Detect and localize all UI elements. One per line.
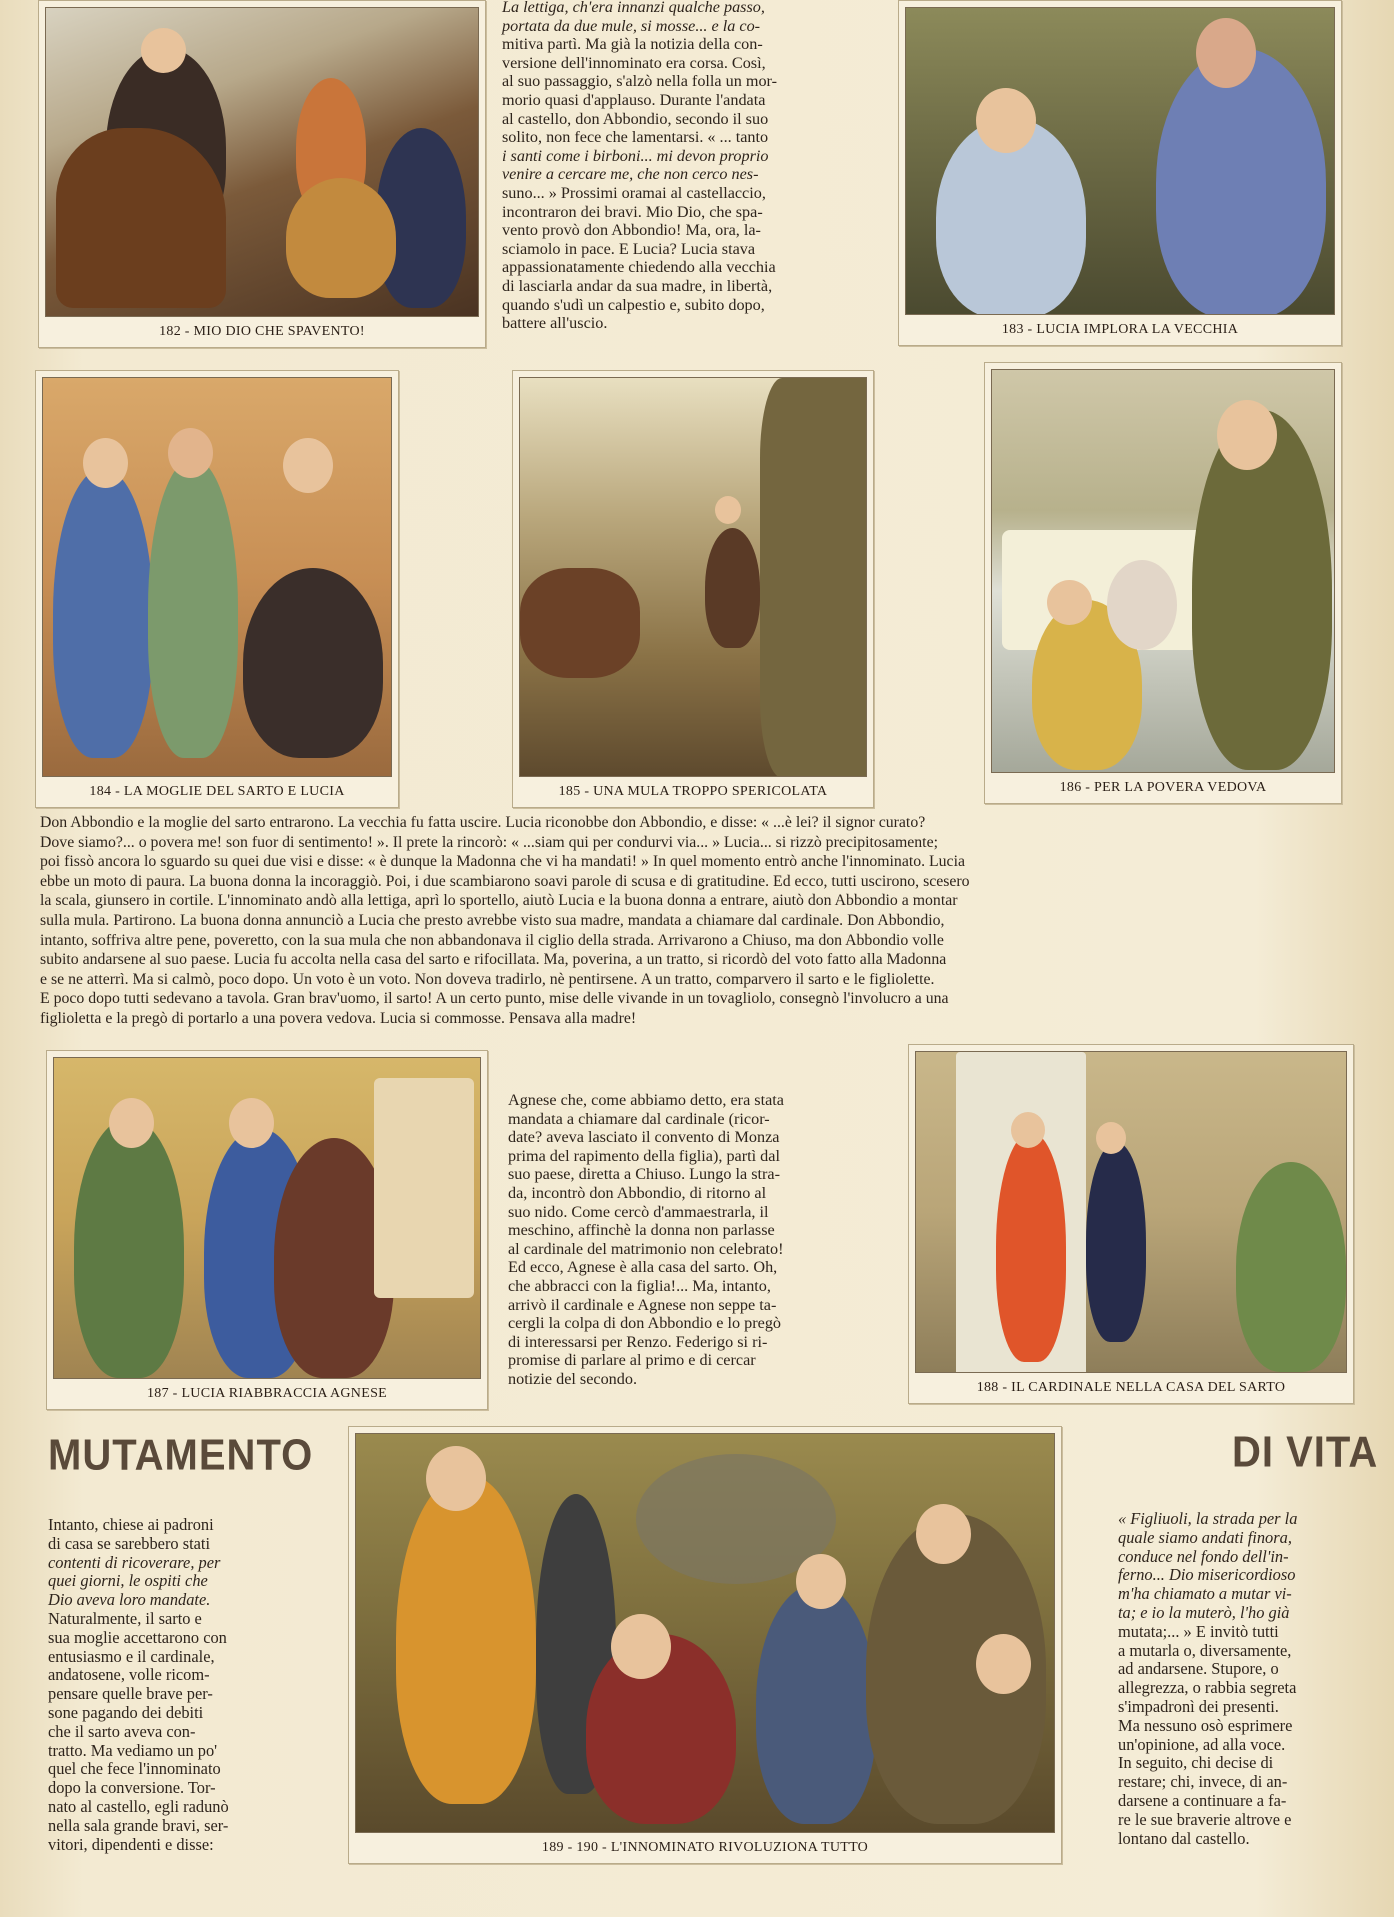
caption-184: 184 - LA MOGLIE DEL SARTO E LUCIA [89,784,345,799]
illustration-189-190 [355,1433,1055,1833]
text-line: ferno... Dio misericordioso [1118,1565,1296,1585]
headline-left: MUTAMENTO [48,1430,314,1480]
text-line: allegrezza, o rabbia segreta [1118,1678,1297,1698]
text-line: Dio aveva loro mandate. [48,1590,211,1610]
text-line: nella sala grande bravi, ser- [48,1815,229,1835]
text-line: m'ha chiamato a mutar vi- [1118,1584,1292,1604]
text-line: meschino, affinchè la donna non parlasse [508,1221,775,1240]
text-line: restare; chi, invece, di an- [1118,1772,1288,1792]
text-line: E poco dopo tutti sedevano a tavola. Gran brav'uomo, il sarto! A un certo punto, mise delle vivande in un tovagliolo, consegnò l'involucro a una [40,990,949,1008]
text-line: andatosene, volle ricom- [48,1665,210,1685]
text-line: solito, non fece che lamentarsi. « ... tanto [502,128,769,147]
text-top-center [502,0,880,333]
text-line: mitiva partì. Ma già la notizia della con- [502,35,763,54]
text-line: In seguito, chi decise di [1118,1753,1274,1773]
caption-187: 187 - LUCIA RIABBRACCIA AGNESE [146,1386,388,1401]
text-center-lower [508,1091,888,1389]
text-line: sone pagando dei debiti [48,1702,204,1722]
text-line: di interessarsi per Renzo. Federigo si ri- [508,1332,768,1351]
text-bottom-right [1118,1510,1358,1848]
text-line: intanto, soffriva altre pene, poveretto, con la sua mula che non abbandonava il ciglio della strada. Arrivarono a Chiuso, ma don Abbondio volle [40,931,944,949]
text-line: al cardinale del matrimonio non celebrato! [508,1239,784,1258]
text-line: subito andarsene al suo paese. Lucia fu accolta nella casa del sarto e rifocillata. Ma, poverina, a un tratto, si ricordò del voto fatto alla Madonna [40,951,947,969]
text-line: suo nido. Come cercò d'ammaestrarla, il [508,1202,769,1221]
text-line: versione dell'innominato era corsa. Così, [502,53,766,72]
text-line: sulla mula. Partirono. La buona donna annunciò a Lucia che presto avrebbe visto sua madre, mandata a chiamare dal cardinale. Don Abbondio, [40,911,945,929]
illustration-183 [905,7,1335,315]
caption-188: 188 - IL CARDINALE NELLA CASA DEL SARTO [976,1380,1286,1395]
text-line: un'opinione, ad alla voce. [1118,1734,1286,1754]
text-line: sciamolo in pace. E Lucia? Lucia stava [502,239,756,258]
caption-185: 185 - UNA MULA TROPPO SPERICOLATA [558,784,828,799]
text-line: che abbracci con la figlia!... Ma, intanto, [508,1276,771,1295]
text-line: re le sue braverie altrove e [1118,1809,1292,1829]
text-middle [40,813,1350,1029]
caption-189-190: 189 - 190 - L'INNOMINATO RIVOLUZIONA TUTTO [541,1840,869,1855]
text-line: Naturalmente, il sarto e [48,1608,202,1628]
text-line: che il sarto aveva con- [48,1721,196,1741]
text-line: mutata;... » E invitò tutti [1118,1621,1279,1641]
text-line: « Figliuoli, la strada per la [1118,1509,1298,1528]
text-line: appassionatamente chiedendo alla vecchia [502,258,776,277]
text-line: di lasciarla andar da sua madre, in libertà, [502,276,773,295]
illustration-184 [42,377,392,777]
illustration-187 [53,1057,481,1379]
text-line: venire a cercare me, che non cerco nes- [502,165,759,184]
headline-right: DI VITA [1232,1427,1379,1477]
illustration-185 [519,377,867,777]
caption-182: 182 - MIO DIO CHE SPAVENTO! [159,324,365,339]
panel-188 [908,1044,1354,1404]
panel-182 [38,0,486,348]
caption-183: 183 - LUCIA IMPLORA LA VECCHIA [1001,322,1239,337]
illustration-186 [991,369,1335,773]
text-line: pensare quelle brave per- [48,1684,213,1704]
text-line: entusiasmo e il cardinale, [48,1646,215,1666]
text-line: darsene a continuare a fa- [1118,1790,1287,1810]
caption-186: 186 - PER LA POVERA VEDOVA [1059,780,1267,795]
text-line: nato al castello, egli radunò [48,1796,229,1816]
text-line: promise di parlare al primo e di cercar [508,1351,756,1370]
text-line: suo paese, diretta a Chiuso. Lungo la stra- [508,1165,780,1184]
text-line: poi fissò ancora lo sguardo su quei due visi e disse: « è dunque la Madonna che vi ha mandati! » In quel momento entrò anche l'innominato. Lucia [40,853,965,871]
text-line: dopo la conversione. Tor- [48,1778,216,1798]
text-line: prima del rapimento della figlia), partì dal [508,1146,780,1165]
panel-186 [984,362,1342,804]
text-line: quel che fece l'innominato [48,1759,221,1779]
panel-189-190 [348,1426,1062,1864]
text-line: al castello, don Abbondio, secondo il suo [502,109,769,128]
text-line: s'impadronì dei presenti. [1118,1696,1279,1716]
text-line: quei giorni, le ospiti che [48,1571,208,1591]
panel-184 [35,370,399,808]
text-line: al suo passaggio, s'alzò nella folla un mor- [502,72,778,91]
illustration-188 [915,1051,1347,1373]
text-line: Don Abbondio e la moglie del sarto entrarono. La vecchia fu fatta uscire. Lucia riconobbe don Abbondio, e disse: « ...è lei? il signor curato? [40,814,926,831]
text-line: date? aveva lasciato il convento di Monza [508,1128,780,1147]
text-line: e se ne atterrì. Ma si calmò, poco dopo. Un voto è un voto. Non doveva tradirlo, nè pentirsene. A un tratto, comparvero il sarto e le figliolette. [40,970,935,988]
text-line: ta; e io la muterò, l'ho già [1118,1602,1290,1622]
text-line: Ma nessuno osò esprimere [1118,1715,1293,1735]
text-line: contenti di ricoverare, per [48,1552,221,1572]
text-line: arrivò il cardinale e Agnese non seppe ta- [508,1295,777,1314]
text-line: cergli la colpa di don Abbondio e lo pregò [508,1314,782,1333]
text-line: portata da due mule, si mosse... e la co- [502,16,761,35]
text-line: Dove siamo?... o povera me! son fuor di sentimento! ». Il prete la rincorò: « ...siam qui per condurvi via... » Lucia... si rizzò precipitosamente; [40,833,938,851]
text-line: conduce nel fondo dell'in- [1118,1546,1289,1566]
text-line: mandata a chiamare dal cardinale (ricor- [508,1109,770,1128]
panel-183 [898,0,1342,346]
text-line: Intanto, chiese ai padroni [48,1515,214,1534]
text-line: quando s'udì un calpestio e, subito dopo, [502,295,765,314]
text-line: sua moglie accettarono con [48,1627,227,1647]
text-line: quale siamo andati finora, [1118,1527,1292,1547]
text-line: vento provò don Abbondio! Ma, ora, la- [502,221,761,240]
text-line: suno... » Prossimi oramai al castellaccio, [502,183,766,202]
text-line: vitori, dipendenti e disse: [48,1834,214,1854]
text-line: ebbe un moto di paura. La buona donna la incoraggiò. Poi, i due scambiarono soavi parole di scusa e di gratitudine. Ed ecco, tutti uscirono, scesero [40,872,970,890]
text-line: a mutarla o, diversamente, [1118,1640,1292,1660]
illustration-182 [45,7,479,317]
text-line: battere all'uscio. [502,314,608,333]
text-line: lontano dal castello. [1118,1828,1250,1848]
text-line: incontraron dei bravi. Mio Dio, che spa- [502,202,763,221]
panel-185 [512,370,874,808]
text-line: ad andarsene. Stupore, o [1118,1659,1279,1679]
text-line: figlioletta e la pregò di portarlo a una povera vedova. Lucia si commosse. Pensava alla madre! [40,1009,637,1027]
text-line: la scala, giunsero in cortile. L'innominato andò alla lettiga, aprì lo sportello, aiutò Lucia e la buona donna a entrare, aiutò don Abbondio a montar [40,892,958,910]
panel-187 [46,1050,488,1410]
text-line: i santi come i birboni... mi devon proprio [502,146,769,165]
text-line: da, incontrò don Abbondio, di ritorno al [508,1183,767,1202]
text-line: morio quasi d'applauso. Durante l'andata [502,90,766,109]
text-line: notizie del secondo. [508,1369,638,1388]
text-line: tratto. Ma vediamo un po' [48,1740,218,1760]
text-line: di casa se sarebbero stati [48,1533,211,1553]
text-line: Ed ecco, Agnese è alla casa del sarto. Oh, [508,1258,778,1277]
text-line: La lettiga, ch'era innanzi qualche passo, [502,0,765,16]
text-bottom-left [48,1516,280,1854]
text-line: Agnese che, come abbiamo detto, era stata [508,1091,784,1109]
